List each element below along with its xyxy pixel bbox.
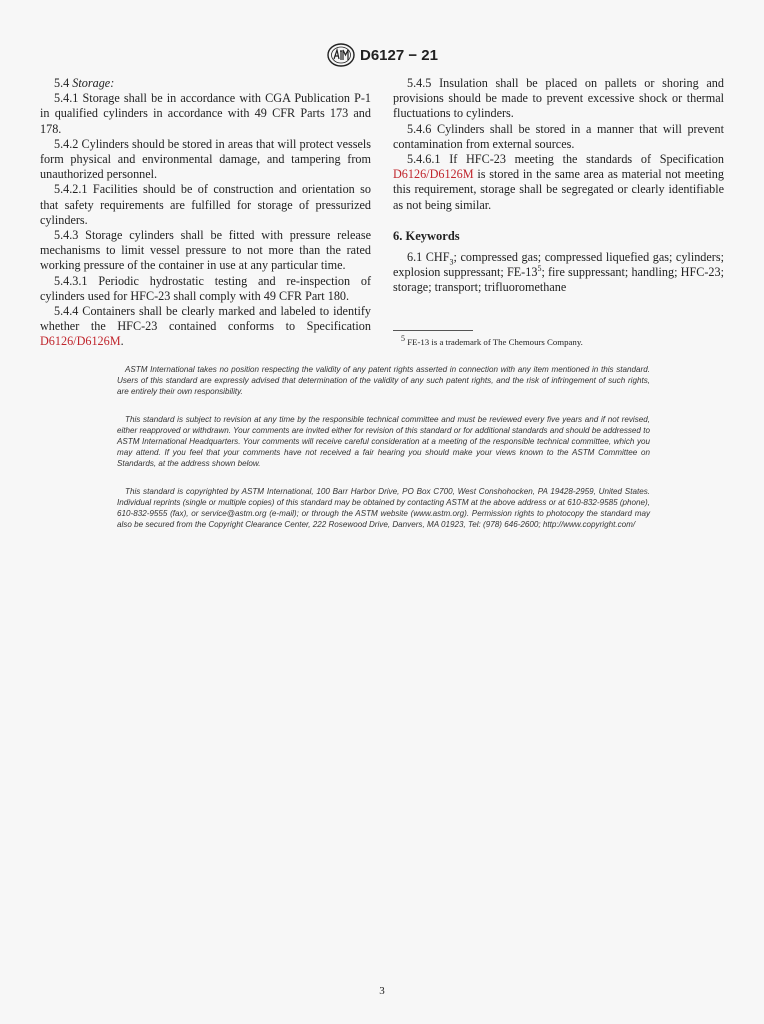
astm-notices bbox=[117, 364, 650, 546]
keywords-text: 6.1 $CHF_3$; compressed gas; compressed liquefied gas; cylinders; explosion suppressant; $FE-13^5$; fire suppressant; handling; HFC-23; storage; transport; trifluoromethane bbox=[393, 250, 724, 295]
keywords-heading: 6. Keywords bbox=[393, 228, 460, 243]
left-column bbox=[40, 76, 371, 350]
footnote-divider bbox=[393, 330, 473, 331]
copyright-notice: This standard is copyrighted by ASTM International, 100 Barr Harbor Drive, PO Box C700, West Conshohocken, PA 19428-2959, United States. Individual reprints (single or multiple copies) of this standard may be obtained by contacting ASTM at the above address or at 610-832-9585 (phone), 610-832-9555 (fax), or service@astm.org (e-mail); or through the ASTM website (www.astm.org). Permission rights to photocopy the standard may also be secured from the Copyright Clearance Center, 222 Rosewood Drive, Danvers, MA 01923, Tel: (978) 646-2600; http://www.copyright.com/ bbox=[117, 486, 650, 530]
spec-link-d6126-2[interactable]: D6126/D6126M bbox=[393, 167, 474, 182]
section-5-4-3: 5.4.3 Storage cylinders shall be fitted with pressure release mechanisms to limit vessel pressure to not more than the rated working pressure of the container in use at any particular time. bbox=[40, 228, 371, 273]
section-5-4-4: 5.4.4 Containers shall be clearly marked and labeled to identify whether the HFC-23 contained conforms to Specification D6126/D6126M. bbox=[40, 304, 371, 349]
section-5-4-2: 5.4.2 Cylinders should be stored in areas that will protect vessels form physical and environmental damage, and tampering from unauthorized personnel. bbox=[40, 136, 371, 182]
section-5-4-6-1: 5.4.6.1 If HFC-23 meeting the standards of Specification D6126/D6126M is stored in the same area as material not meeting this requirement, storage shall be segregated or clearly identifiable as not being similar. bbox=[393, 152, 724, 212]
section-5-4-6: 5.4.6 Cylinders shall be stored in a manner that will prevent contamination from external sources. bbox=[393, 121, 724, 151]
section-5-4-1: 5.4.1 Storage shall be in accordance with CGA Publication P-1 in qualified cylinders in accordance with 49 CFR Parts 173 and 178. bbox=[40, 91, 371, 136]
astm-logo-icon bbox=[326, 42, 356, 68]
section-5-4-3-1: 5.4.3.1 Periodic hydrostatic testing and re-inspection of cylinders used for HFC-23 shall comply with 49 CFR Part 180. bbox=[40, 273, 371, 303]
page-header bbox=[0, 42, 764, 68]
spec-link-d6126[interactable]: D6126/D6126M bbox=[40, 334, 121, 349]
section-5-4-heading: 5.4 Storage: bbox=[54, 76, 115, 90]
revision-notice: This standard is subject to revision at any time by the responsible technical committee and must be reviewed every five years and if not revised, either reapproved or withdrawn. Your comments are invited either for revision of this standard or for additional standards and should be addressed to ASTM International Headquarters. Your comments will receive careful consideration at a meeting of the responsible technical committee, which you may attend. If you feel that your comments have not received a fair hearing you should make your views known to the ASTM Committee on Standards, at the address shown below. bbox=[117, 414, 650, 469]
document-id: D6127 − 21 bbox=[360, 46, 438, 64]
page-number: 3 bbox=[379, 985, 385, 997]
section-5-4-5: 5.4.5 Insulation shall be placed on pallets or shoring and provisions should be made to prevent excessive shock or thermal fluctuations to cylinders. bbox=[393, 76, 724, 121]
footnote-5: $^5$ FE-13 is a trademark of The Chemours Company. bbox=[401, 333, 583, 347]
section-5-4-2-1: 5.4.2.1 Facilities should be of construction and orientation so that safety requirements are fulfilled for storage of pressurized cylinders. bbox=[40, 182, 371, 227]
patent-notice: ASTM International takes no position respecting the validity of any patent rights asserted in connection with any item mentioned in this standard. Users of this standard are expressly advised that determination of the validity of any such patent rights, and the risk of infringement of such rights, are entirely their own responsibility. bbox=[117, 365, 650, 397]
right-column bbox=[393, 76, 724, 348]
